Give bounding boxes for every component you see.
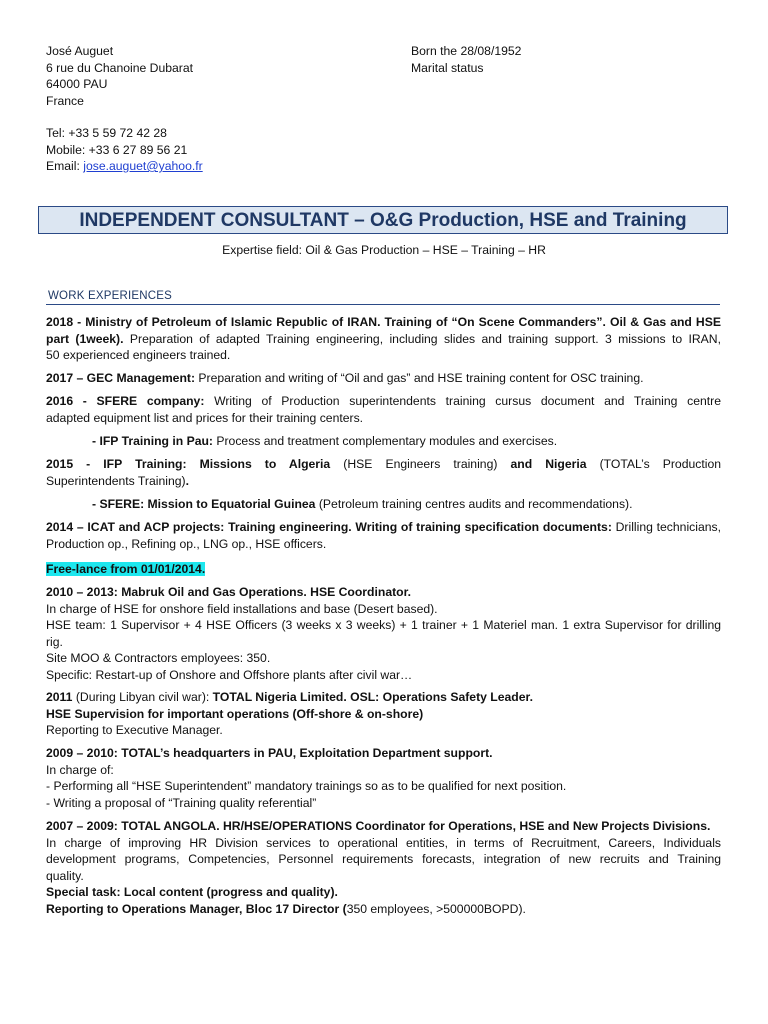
experience-2014-text-2: Production op., Refining op., LNG op., HSE officers. xyxy=(46,536,327,551)
address-line-1: 6 rue du Chanoine Dubarat xyxy=(46,60,194,75)
experience-2014 xyxy=(46,519,721,552)
experience-2007-line-5-bold: Reporting to Operations Manager, Bloc 17 Director ( xyxy=(46,901,347,916)
experience-2017-heading: 2017 – GEC Management: xyxy=(46,371,196,385)
experience-2015-nigeria: and Nigeria xyxy=(510,457,587,471)
experience-2016 xyxy=(46,393,721,426)
experience-2016-heading: 2016 - SFERE company: xyxy=(46,394,205,408)
marital-status: Marital status xyxy=(411,60,484,75)
experience-2018-text: Preparation of adapted Training engineering, including slides and training support. 3 missions to IRAN, xyxy=(123,331,721,346)
experience-sfere-heading: - SFERE: Mission to Equatorial Guinea xyxy=(92,497,316,511)
experience-sfere-guinea xyxy=(92,496,721,513)
experience-2007-line-3: quality. xyxy=(46,868,84,883)
experience-2007-line-1: In charge of improving HR Division services to operational entities, in terms of Recruitment, Careers, Individuals xyxy=(46,835,721,850)
experience-ifp-pau xyxy=(92,433,721,450)
experience-2010-line-4: Site MOO & Contractors employees: 350. xyxy=(46,651,271,665)
address-line-2: 64000 PAU xyxy=(46,77,108,91)
experience-2007-2009 xyxy=(46,818,721,917)
email-row xyxy=(46,158,203,175)
experience-2011-year: 2011 xyxy=(46,690,73,704)
experience-2014-text: Drilling technicians, xyxy=(611,520,721,534)
experience-2010-line-2: HSE team: 1 Supervisor + 4 HSE Officers (3 weeks x 3 weeks) + 1 trainer + 1 Materiel man. 1 extra Supervisor for drilling xyxy=(46,618,721,632)
experience-2010-line-1: In charge of HSE for onshore field installations and base (Desert based). xyxy=(46,601,438,616)
experience-2007-line-4: Special task: Local content (progress and quality). xyxy=(46,885,338,899)
country: France xyxy=(46,93,84,108)
experience-2011-line-2: HSE Supervision for important operations (Off-shore & on-shore) xyxy=(46,706,424,721)
experience-2010-2013 xyxy=(46,584,721,683)
experience-2009-line-1: In charge of: xyxy=(46,762,114,777)
freelance-highlight: Free-lance from 01/01/2014. xyxy=(46,562,206,576)
experience-2011-text: (During Libyan civil war): xyxy=(72,690,213,704)
experience-2018-text-2: 50 experienced engineers trained. xyxy=(46,348,231,362)
experience-2015-text-2: (TOTAL’s Production xyxy=(586,457,722,471)
experience-2011-line-3: Reporting to Executive Manager. xyxy=(46,723,223,737)
experience-ifp-pau-heading: - IFP Training in Pau: xyxy=(92,434,213,448)
experience-2018-heading-end: part (1week). xyxy=(46,331,124,346)
email-label: Email: xyxy=(46,159,84,173)
experience-2015 xyxy=(46,456,721,489)
experience-2007-line-2: development programs, Competencies, Personnel requirements forecasts, integration of new recruits and Training xyxy=(46,852,721,866)
section-divider xyxy=(46,304,720,305)
title-banner xyxy=(38,206,728,234)
experience-ifp-pau-text: Process and treatment complementary modules and exercises. xyxy=(212,434,558,448)
experience-2018 xyxy=(46,314,721,364)
email-link[interactable]: jose.auguet@yahoo.fr xyxy=(83,159,203,173)
experience-2018-heading: 2018 - Ministry of Petroleum of Islamic Republic of IRAN. Training of “On Scene Commanders”. Oil & Gas and HSE xyxy=(46,315,721,329)
experience-2015-text: (HSE Engineers training) xyxy=(330,457,511,471)
experience-2017-text: Preparation and writing of “Oil and gas” and HSE training content for OSC training. xyxy=(195,371,644,385)
experience-2016-text-2: adapted equipment list and prices for their training centers. xyxy=(46,410,364,425)
experience-2010-line-3: rig. xyxy=(46,634,63,649)
experience-2016-text: Writing of Production superintendents training cursus document and Training centre xyxy=(204,394,721,408)
experience-2010-heading: 2010 – 2013: Mabruk Oil and Gas Operations. HSE Coordinator. xyxy=(46,585,412,599)
section-heading: WORK EXPERIENCES xyxy=(48,290,172,302)
experience-2011-heading: TOTAL Nigeria Limited. OSL: Operations Safety Leader. xyxy=(212,690,533,704)
experience-2009-heading: 2009 – 2010: TOTAL’s headquarters in PAU, Exploitation Department support. xyxy=(46,746,493,760)
telephone: Tel: +33 5 59 72 42 28 xyxy=(46,126,167,140)
experience-2009-line-3: - Writing a proposal of “Training quality referential” xyxy=(46,795,317,810)
mobile: Mobile: +33 6 27 89 56 21 xyxy=(46,142,188,157)
experience-2009-2010 xyxy=(46,745,721,811)
freelance-note xyxy=(46,561,205,578)
experience-2015-text-3: Superintendents Training) xyxy=(46,473,186,488)
experience-2009-line-2: - Performing all “HSE Superintendent” mandatory trainings so as to be qualified for next position. xyxy=(46,779,567,793)
experience-2015-heading: 2015 - IFP Training: Missions to Algeria xyxy=(46,457,331,471)
birth-date: Born the 28/08/1952 xyxy=(411,44,522,58)
experience-2010-line-5: Specific: Restart-up of Onshore and Offshore plants after civil war… xyxy=(46,667,413,682)
expertise-field: Expertise field: Oil & Gas Production – HSE – Training – HR xyxy=(222,243,546,257)
experience-sfere-text: (Petroleum training centres audits and recommendations). xyxy=(315,497,633,511)
page-title: INDEPENDENT CONSULTANT – O&G Production, HSE and Training xyxy=(79,210,687,231)
experience-2014-heading: 2014 – ICAT and ACP projects: Training engineering. Writing of training specification documents: xyxy=(46,520,612,534)
experience-2011 xyxy=(46,689,721,739)
experience-2007-heading: 2007 – 2009: TOTAL ANGOLA. HR/HSE/OPERATIONS Coordinator for Operations, HSE and New Projects Divisions. xyxy=(46,819,711,833)
experience-2015-period: . xyxy=(185,473,189,488)
name: José Auguet xyxy=(46,44,114,58)
experience-2007-line-5: 350 employees, >500000BOPD). xyxy=(346,901,526,916)
experience-2017 xyxy=(46,370,721,387)
